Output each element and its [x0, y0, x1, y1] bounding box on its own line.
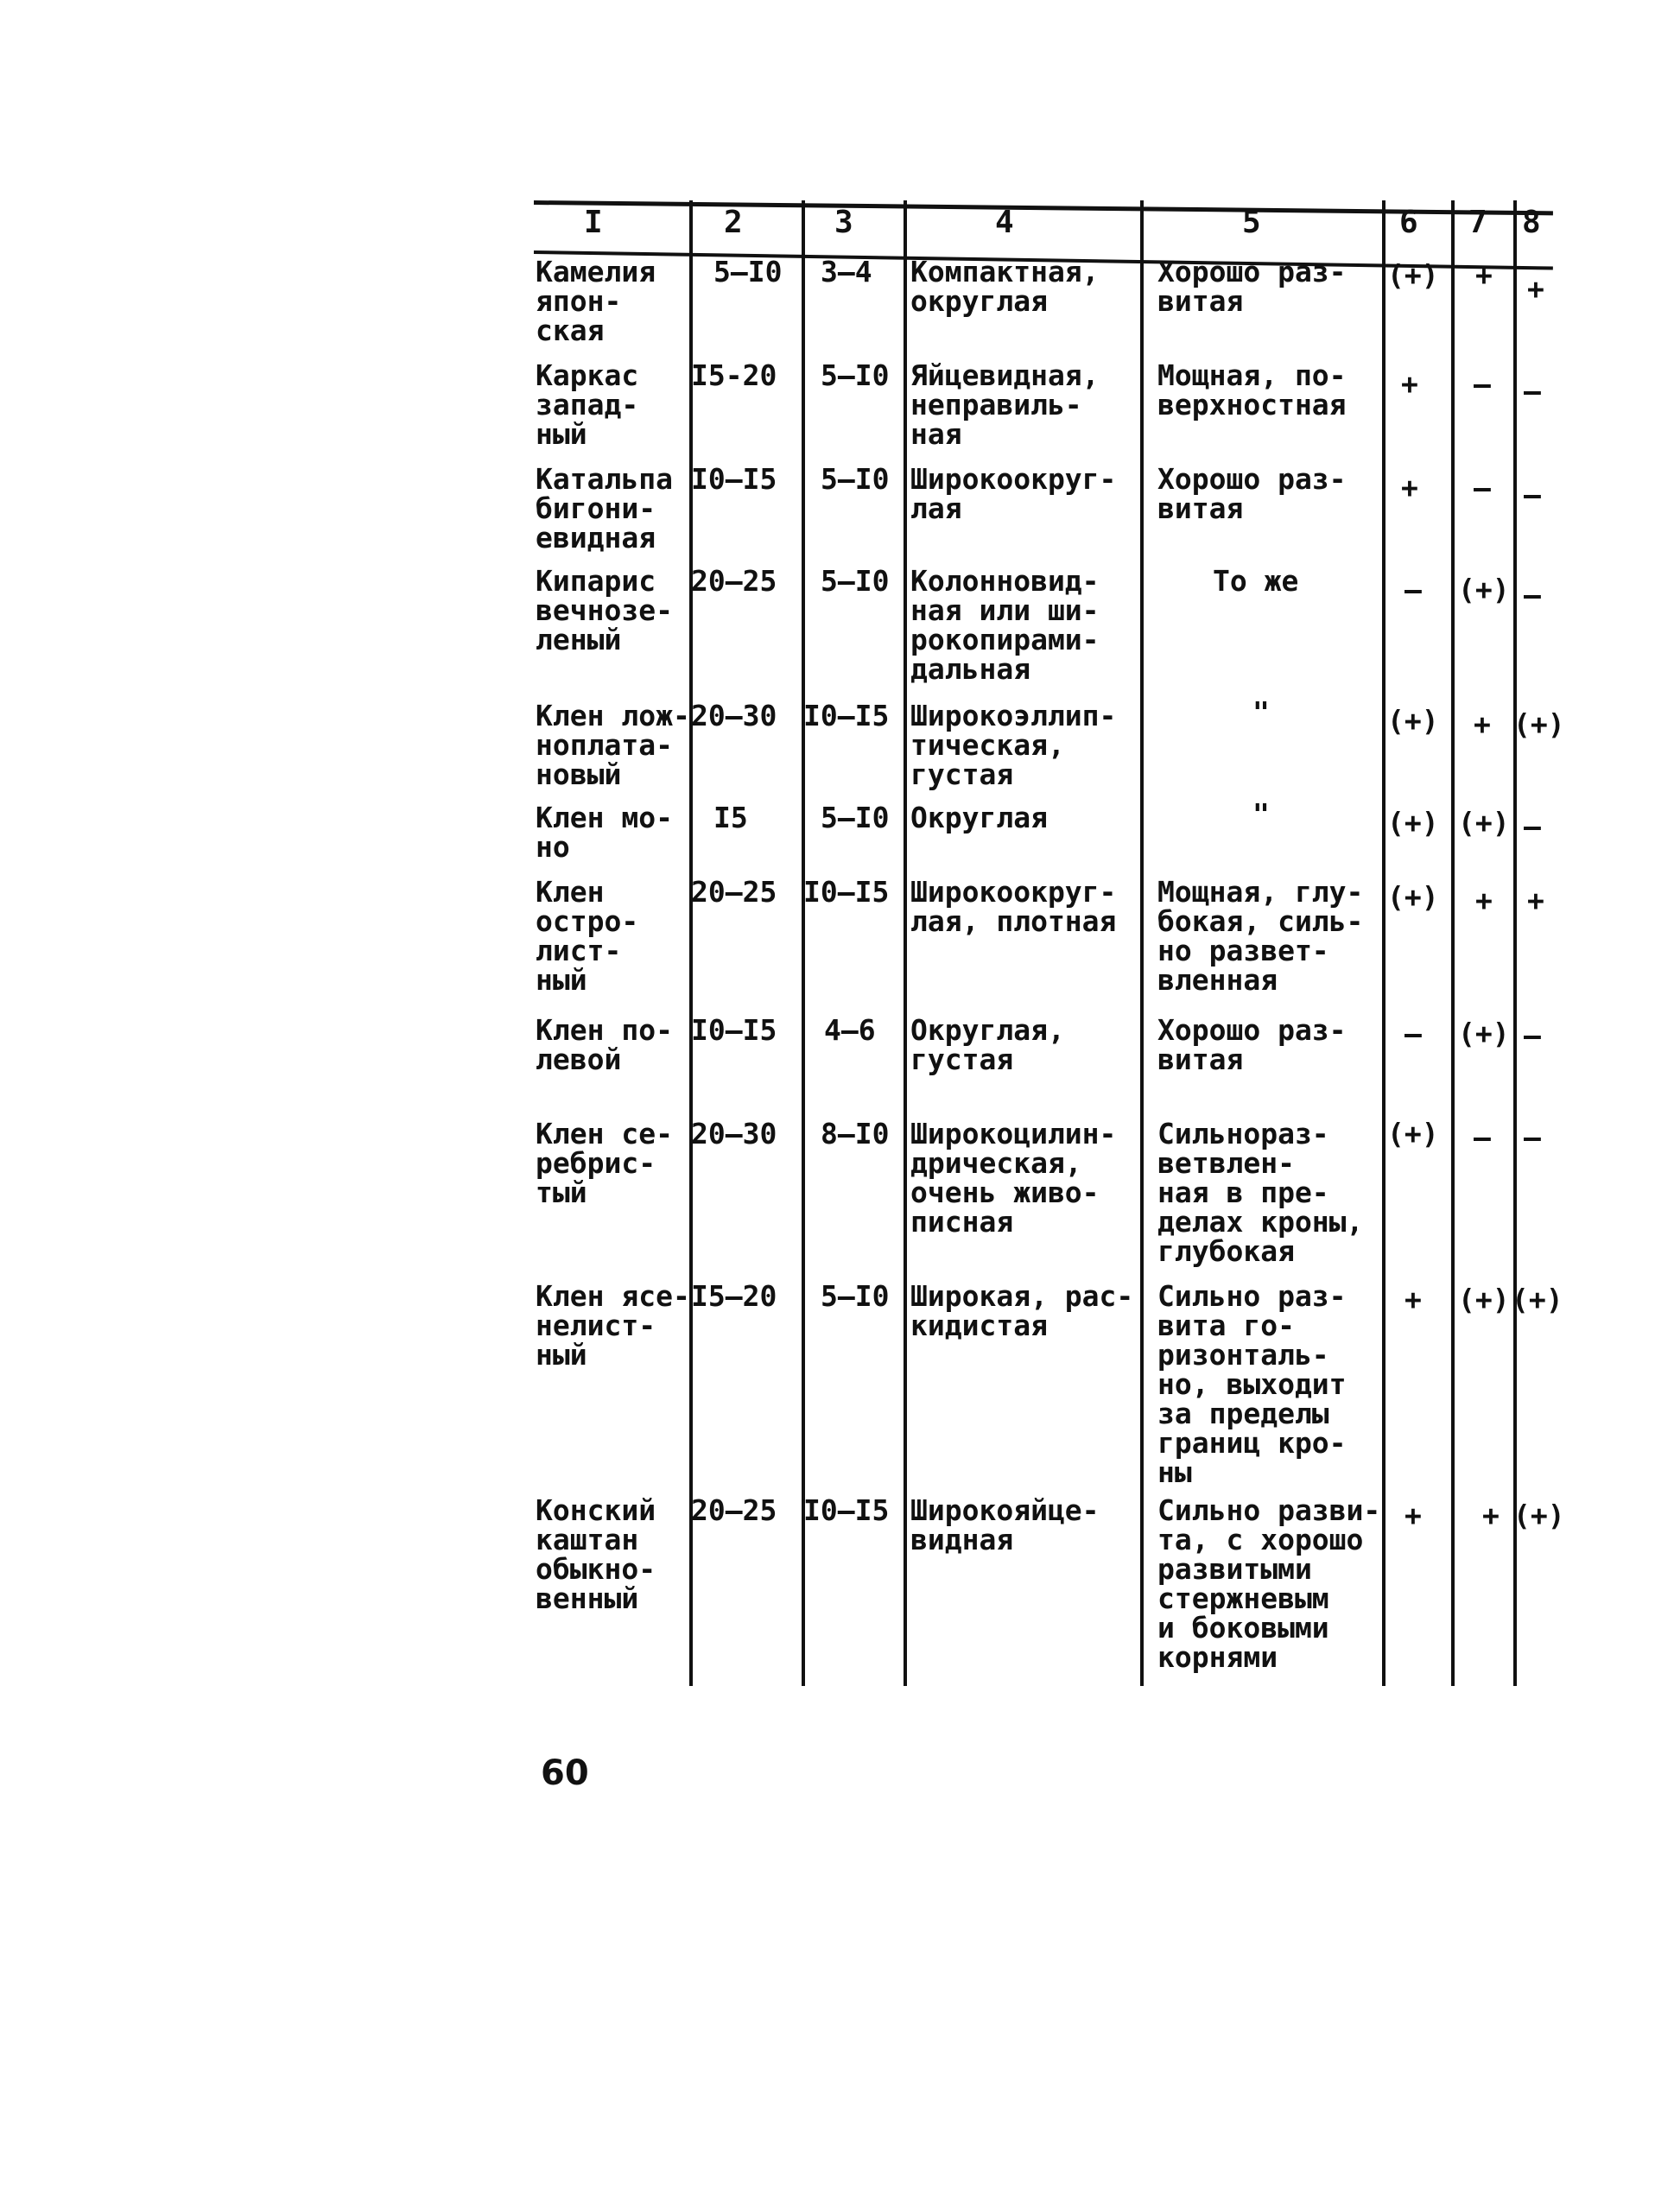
crown-diameter-cell: I0–I5 — [803, 875, 890, 909]
species-cell: Клен се- ребрис- тый — [536, 1117, 673, 1209]
root-system-cell: Сильно разви- та, с хорошо развитыми стержневым и боковыми корнями — [1157, 1493, 1381, 1674]
root-system-cell: Хорошо раз- витая — [1157, 1013, 1347, 1076]
height-cell: 20–25 — [691, 875, 777, 909]
header-col-5: 5 — [1242, 205, 1261, 240]
crown-shape-cell: Широкоэллип- тическая, густая — [910, 699, 1117, 791]
column-divider-7 — [1513, 200, 1517, 1686]
col8-cell: – — [1524, 809, 1541, 843]
crown-shape-cell: Округлая, густая — [910, 1013, 1065, 1076]
column-divider-6 — [1451, 200, 1455, 1686]
col7-cell: + — [1482, 1499, 1500, 1532]
col7-cell: + — [1475, 258, 1493, 292]
column-divider-4 — [1140, 200, 1144, 1686]
col6-cell: (+) — [1387, 880, 1439, 914]
species-cell: Конский каштан обыкно- венный — [536, 1493, 656, 1615]
root-system-cell: Хорошо раз- витая — [1157, 255, 1347, 318]
height-cell: I5-20 — [691, 358, 777, 392]
root-system-cell: Мощная, по- верхностная — [1157, 358, 1347, 421]
height-cell: I5–20 — [691, 1279, 777, 1313]
crown-diameter-cell: 5–I0 — [821, 1279, 890, 1313]
col6-cell: + — [1401, 367, 1418, 401]
height-cell: I0–I5 — [691, 462, 777, 496]
col7-cell: (+) — [1458, 1017, 1510, 1050]
crown-diameter-cell: 3–4 — [821, 255, 872, 288]
species-cell: Клен по- левой — [536, 1013, 673, 1076]
col7-cell: + — [1474, 707, 1491, 741]
col8-cell: – — [1524, 374, 1541, 408]
crown-shape-cell: Компактная, округлая — [910, 255, 1100, 318]
col7-cell: + — [1475, 884, 1493, 917]
col6-cell: + — [1405, 1499, 1422, 1532]
height-cell: 20–30 — [691, 699, 777, 732]
col7-cell: – — [1474, 367, 1491, 401]
crown-diameter-cell: 4–6 — [824, 1013, 876, 1047]
col6-cell: – — [1405, 1017, 1422, 1050]
column-divider-3 — [904, 200, 907, 1686]
col7-cell: (+) — [1458, 806, 1510, 840]
col8-cell: – — [1524, 578, 1541, 612]
crown-shape-cell: Яйцевидная, неправиль- ная — [910, 358, 1100, 451]
height-cell: 5–I0 — [713, 255, 783, 288]
column-divider-5 — [1382, 200, 1385, 1686]
height-cell: 20–25 — [691, 564, 777, 598]
page-number: 60 — [541, 1753, 589, 1793]
species-cell: Кипарис вечнозе- леный — [536, 564, 673, 656]
header-col-8: 8 — [1522, 205, 1541, 240]
header-col-2: 2 — [724, 205, 743, 240]
col7-cell: (+) — [1458, 573, 1510, 606]
col8-cell: (+) — [1513, 1499, 1565, 1532]
col7-cell: – — [1474, 1120, 1491, 1154]
col7-cell: (+) — [1458, 1283, 1510, 1316]
col8-cell: – — [1524, 1018, 1541, 1052]
col6-cell: + — [1401, 471, 1418, 504]
species-cell: Клен лож- ноплата- новый — [536, 699, 690, 791]
root-system-cell: Сильнораз- ветвлен- ная в пре- делах кроны, глубокая — [1157, 1117, 1364, 1268]
species-cell: Клен остро- лист- ный — [536, 875, 639, 997]
crown-shape-cell: Широкая, рас- кидистая — [910, 1279, 1134, 1342]
root-system-cell: " — [1252, 797, 1270, 831]
crown-diameter-cell: I0–I5 — [803, 699, 890, 732]
species-cell: Клен ясе- нелист- ный — [536, 1279, 690, 1372]
header-col-6: 6 — [1399, 205, 1418, 240]
col8-cell: + — [1527, 884, 1544, 917]
col8-cell: – — [1524, 1120, 1541, 1154]
col8-cell: (+) — [1513, 707, 1565, 741]
height-cell: 20–30 — [691, 1117, 777, 1150]
col8-cell: (+) — [1512, 1283, 1563, 1316]
species-cell: Катальпа бигони- евидная — [536, 462, 673, 555]
height-cell: I5 — [713, 801, 748, 834]
col6-cell: (+) — [1387, 258, 1439, 292]
col6-cell: (+) — [1387, 806, 1439, 840]
height-cell: I0–I5 — [691, 1013, 777, 1047]
col8-cell: + — [1527, 272, 1544, 306]
root-system-cell: Хорошо раз- витая — [1157, 462, 1347, 525]
crown-shape-cell: Округлая — [910, 801, 1048, 834]
root-system-cell: " — [1252, 695, 1270, 729]
root-system-cell: То же — [1213, 564, 1299, 598]
crown-diameter-cell: I0–I5 — [803, 1493, 890, 1527]
col6-cell: (+) — [1387, 704, 1439, 738]
col7-cell: – — [1474, 471, 1491, 504]
crown-shape-cell: Широкоокруг- лая — [910, 462, 1117, 525]
column-divider-2 — [802, 200, 805, 1686]
col8-cell: – — [1524, 478, 1541, 511]
height-cell: 20–25 — [691, 1493, 777, 1527]
crown-diameter-cell: 5–I0 — [821, 462, 890, 496]
col6-cell: + — [1405, 1283, 1422, 1316]
crown-shape-cell: Широкоцилин- дрическая, очень живо- писная — [910, 1117, 1117, 1239]
col6-cell: – — [1405, 573, 1422, 606]
root-system-cell: Сильно раз- вита го- ризонталь- но, выходит за пределы границ кро- ны — [1157, 1279, 1347, 1489]
col6-cell: (+) — [1387, 1117, 1439, 1150]
crown-shape-cell: Широкоокруг- лая, плотная — [910, 875, 1117, 938]
header-col-3: 3 — [834, 205, 853, 240]
crown-shape-cell: Широкояйце- видная — [910, 1493, 1100, 1556]
crown-diameter-cell: 8–I0 — [821, 1117, 890, 1150]
header-col-1: I — [584, 205, 603, 240]
species-cell: Каркас запад- ный — [536, 358, 639, 451]
column-divider-1 — [689, 200, 693, 1686]
crown-diameter-cell: 5–I0 — [821, 564, 890, 598]
header-col-4: 4 — [995, 205, 1014, 240]
header-col-7: 7 — [1468, 205, 1487, 240]
species-cell: Клен мо- но — [536, 801, 673, 864]
crown-shape-cell: Колонновид- ная или ши- рокопирами- дальная — [910, 564, 1100, 686]
species-cell: Камелия япон- ская — [536, 255, 656, 347]
root-system-cell: Мощная, глу- бокая, силь- но развет- вленная — [1157, 875, 1364, 997]
crown-diameter-cell: 5–I0 — [821, 801, 890, 834]
crown-diameter-cell: 5–I0 — [821, 358, 890, 392]
